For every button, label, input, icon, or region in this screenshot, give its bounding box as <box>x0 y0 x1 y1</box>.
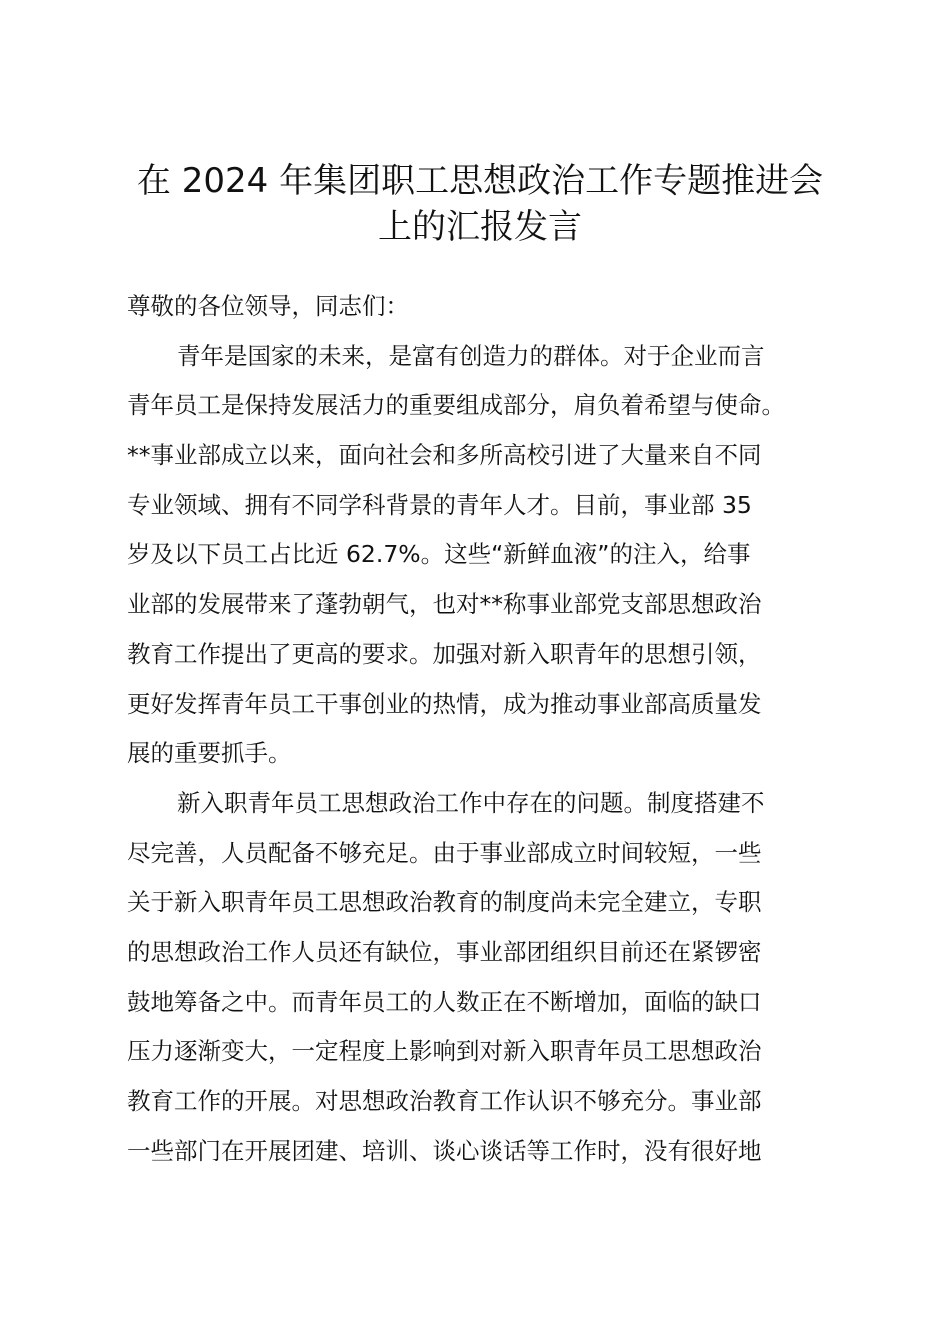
title-line-1: 在 2024 年集团职工思想政治工作专题推进会 <box>136 161 824 201</box>
paragraph-line: 青年是国家的未来，是富有创造力的群体。对于企业而言 <box>177 341 765 370</box>
document-title <box>110 158 850 250</box>
paragraph-line: 更好发挥青年员工干事创业的热情，成为推动事业部高质量发 <box>127 689 762 718</box>
paragraph-line: 业部的发展带来了蓬勃朝气，也对**称事业部党支部思想政治 <box>127 590 762 619</box>
paragraph-1 <box>127 332 837 779</box>
paragraph-line: 一些部门在开展团建、培训、谈心谈话等工作时，没有很好地 <box>127 1136 762 1165</box>
paragraph-line: 的思想政治工作人员还有缺位，事业部团组织目前还在紧锣密 <box>127 937 762 966</box>
paragraph-line: 岁及以下员工占比近 62.7%。这些“新鲜血液”的注入，给事 <box>127 540 751 569</box>
document-body <box>127 282 837 1176</box>
paragraph-line: 展的重要抓手。 <box>127 739 292 768</box>
paragraph-line: 教育工作提出了更高的要求。加强对新入职青年的思想引领， <box>127 639 762 668</box>
paragraph-2 <box>127 779 837 1177</box>
paragraph-line: 压力逐渐变大，一定程度上影响到对新入职青年员工思想政治 <box>127 1037 762 1066</box>
paragraph-line: 教育工作的开展。对思想政治教育工作认识不够充分。事业部 <box>127 1087 762 1115</box>
paragraph-line: 专业领域、拥有不同学科背景的青年人才。目前，事业部 35 <box>127 490 752 519</box>
salutation: 尊敬的各位领导，同志们： <box>127 292 409 320</box>
paragraph-line: 新入职青年员工思想政治工作中存在的问题。制度搭建不 <box>177 788 765 817</box>
paragraph-line: 青年员工是保持发展活力的重要组成部分，肩负着希望与使命。 <box>127 391 785 420</box>
paragraph-line: 尽完善，人员配备不够充足。由于事业部成立时间较短，一些 <box>127 838 762 867</box>
title-line-2: 上的汇报发言 <box>378 207 582 247</box>
paragraph-line: 鼓地筹备之中。而青年员工的人数正在不断增加，面临的缺口 <box>127 987 762 1016</box>
paragraph-line: **事业部成立以来，面向社会和多所高校引进了大量来自不同 <box>127 441 762 470</box>
paragraph-line: 关于新入职青年员工思想政治教育的制度尚未完全建立，专职 <box>127 888 762 917</box>
